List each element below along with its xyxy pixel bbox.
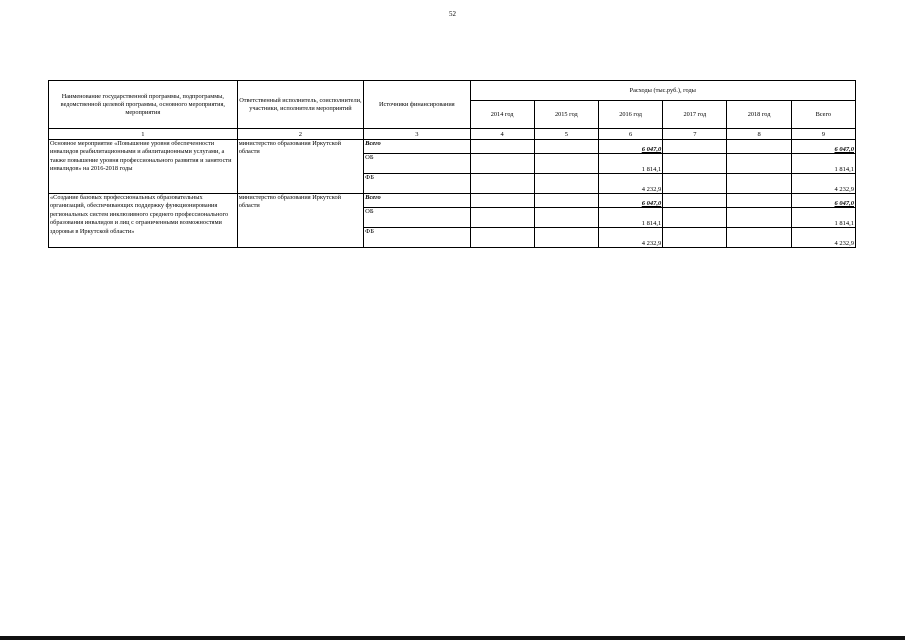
row-value-2016: 6 047,0 [598,194,662,208]
row-value-2016: 1 814,1 [598,208,662,228]
row-value-2017 [663,154,727,174]
row-value-2017 [663,140,727,154]
header-year-2017: 2017 год [663,101,727,129]
row-value-2016: 4 232,9 [598,174,662,194]
row-value-2014 [470,228,534,248]
row-source: ФБ [364,174,470,194]
header-year-2015: 2015 год [534,101,598,129]
row-value-2018 [727,208,791,228]
page-number: 52 [449,10,456,18]
row-source: ОБ [364,154,470,174]
header-sources: Источники финансирования [364,81,470,129]
row-value-2015 [534,228,598,248]
row-value-2015 [534,174,598,194]
row-value-2017 [663,174,727,194]
row-value-2018 [727,228,791,248]
row-value-2014 [470,140,534,154]
row-value-2018 [727,140,791,154]
column-number: 9 [791,129,855,140]
column-number: 4 [470,129,534,140]
column-number: 3 [364,129,470,140]
row-value-2015 [534,208,598,228]
row-value-2016: 4 232,9 [598,228,662,248]
row-value-2015 [534,194,598,208]
row-value-total: 4 232,9 [791,174,855,194]
row-value-2018 [727,194,791,208]
table-row [49,194,856,208]
column-number: 5 [534,129,598,140]
column-number-row [49,129,856,140]
table-row [49,140,856,154]
column-number: 8 [727,129,791,140]
row-value-2014 [470,208,534,228]
row-source: Всего [364,140,470,154]
row-value-2017 [663,194,727,208]
row-value-2015 [534,140,598,154]
row-value-2018 [727,154,791,174]
row-value-2017 [663,228,727,248]
row-program-name: Основное мероприятие «Повышение уровня обеспеченности инвалидов реабилитационными и абилитационными услугами, а также повышение уровня профессионального развития и занятости инвалидов» на 2016-2018 годы [49,140,238,194]
column-number: 1 [49,129,238,140]
page-bottom-edge [0,636,905,640]
row-value-2014 [470,174,534,194]
row-value-2018 [727,174,791,194]
row-value-2015 [534,154,598,174]
row-program-name: «Создание базовых профессиональных образовательных организаций, обеспечивающих поддержку функционирования региональных систем инклюзивного среднего профессионального образования инвалидов и лиц с ограниченными возможностями здоровья в Иркутской области» [49,194,238,248]
column-number: 2 [237,129,363,140]
row-executor: министерство образования Иркутской области [237,140,363,194]
row-source: ФБ [364,228,470,248]
column-number: 7 [663,129,727,140]
row-source: ОБ [364,208,470,228]
row-value-2016: 6 047,0 [598,140,662,154]
row-value-2017 [663,208,727,228]
row-value-total: 6 047,0 [791,140,855,154]
header-year-2016: 2016 год [598,101,662,129]
row-executor: министерство образования Иркутской области [237,194,363,248]
row-source: Всего [364,194,470,208]
row-value-total: 6 047,0 [791,194,855,208]
header-year-2014: 2014 год [470,101,534,129]
row-value-2014 [470,194,534,208]
header-executor: Ответственный исполнитель, соисполнители, участники, исполнители мероприятий [237,81,363,129]
row-value-2016: 1 814,1 [598,154,662,174]
row-value-total: 1 814,1 [791,208,855,228]
header-expenses: Расходы (тыс.руб.), годы [470,81,855,101]
expenses-table [48,80,856,248]
row-value-total: 4 232,9 [791,228,855,248]
header-year-total: Всего [791,101,855,129]
header-year-2018: 2018 год [727,101,791,129]
expenses-table-container [48,80,856,248]
header-program-name: Наименование государственной программы, подпрограммы, ведомственной целевой программы, основного мероприятия, мероприятия [49,81,238,129]
row-value-total: 1 814,1 [791,154,855,174]
row-value-2014 [470,154,534,174]
column-number: 6 [598,129,662,140]
